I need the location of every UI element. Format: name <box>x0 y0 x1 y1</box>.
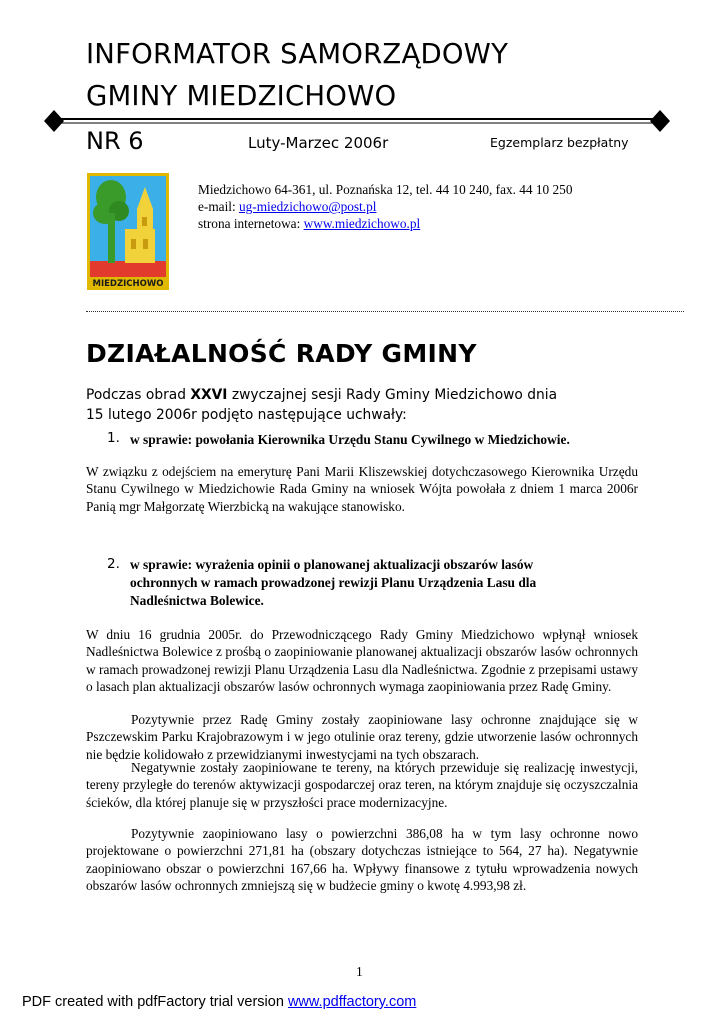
logo-caption: MIEDZICHOWO <box>92 279 164 289</box>
item-2-paragraph-1: W dniu 16 grudnia 2005r. do Przewodniczącego Rady Gminy Miedzichowo wpłynął wniosek Nadleśnictwa Bolewice z prośbą o zaopiniowanie planowanej aktualizacji obszarów lasów ochronnych w ramach prowadzonej rewizji Planu Urządzenia Lasu dla Nadleśnictwa. Zgodnie z przepisami ustawy o lasach plan aktualizacji obszarów lasów ochronnych wymaga zaopiniowania przez Radę Gminy. <box>86 627 638 694</box>
item-2-number: 2. <box>107 556 120 572</box>
pdf-watermark: PDF created with pdfFactory trial version www.pdffactory.com <box>22 994 417 1010</box>
issue-number: NR 6 <box>86 127 144 155</box>
newsletter-title-line2: GMINY MIEDZICHOWO <box>86 80 397 112</box>
dotted-separator <box>86 311 684 312</box>
intro-line-2: 15 lutego 2006r podjęto następujące uchwały: <box>86 407 407 423</box>
diamond-left-icon <box>44 110 64 132</box>
item-2-paragraph-3: Negatywnie zostały zaopiniowane te tereny, na których przewiduje się realizację inwestycji, tereny przyległe do terenów aktywizacji gospodarczej oraz teren, na którym znajduje się oczyszczalnia ścieków, dla której planuje się w przyszłości prace modernizacyjne. <box>86 760 638 810</box>
contact-web-row <box>198 215 420 232</box>
item-1-heading: w sprawie: powołania Kierownika Urzędu Stanu Cywilnego w Miedzichowie. <box>130 432 570 447</box>
item-1-number: 1. <box>107 430 120 446</box>
email-link[interactable]: ug-miedzichowo@post.pl <box>238 199 377 214</box>
contact-address: Miedzichowo 64-361, ul. Poznańska 12, tel. 44 10 240, fax. 44 10 250 <box>198 182 573 197</box>
diamond-right-icon <box>650 110 670 132</box>
newsletter-title-line1: INFORMATOR SAMORZĄDOWY <box>86 38 509 70</box>
web-label: strona internetowa: <box>198 216 304 231</box>
item-2-paragraph-4: Pozytywnie zaopiniowano lasy o powierzchni 386,08 ha w tym lasy ochronne nowo projektowane o powierzchni 271,81 ha (obszary dotychczas istniejące to 564, 27 ha). Negatywnie zaopiniowano obszar o powierzchni 167,66 ha. Wpływy finansowe z tytułu wprowadzenia nowych obszarów lasów ochronnych zmniejszą się w budżecie gminy o kwotę 4.993,98 zł. <box>86 826 638 893</box>
item-2-heading: w sprawie: wyrażenia opinii o planowanej aktualizacji obszarów lasów ochronnych w ramach prowadzonej rewizji Planu Urządzenia Lasu dla Nadleśnictwa Bolewice. <box>130 557 537 608</box>
section-title: DZIAŁALNOŚĆ RADY GMINY <box>86 339 477 368</box>
email-label: e-mail: <box>198 199 239 214</box>
item-1-paragraph: W związku z odejściem na emeryturę Pani Marii Kliszewskiej dotychczasowego Kierownika Urzędu Stanu Cywilnego w Miedzichowie Rada Gminy na wniosek Wójta powołała z dniem 1 marca 2006r Panią mgr Małgorzatę Wierzbicką na wakujące stanowisko. <box>86 464 638 514</box>
page-number: 1 <box>356 964 363 979</box>
pdffactory-link[interactable]: www.pdffactory.com <box>287 994 417 1010</box>
free-copy-label: Egzemplarz bezpłatny <box>490 135 629 150</box>
issue-date: Luty-Marzec 2006r <box>248 134 389 152</box>
municipality-logo <box>87 173 169 290</box>
website-link[interactable]: www.miedzichowo.pl <box>303 216 421 231</box>
intro-line-1: Podczas obrad XXVI zwyczajnej sesji Rady Gminy Miedzichowo dnia <box>86 387 558 403</box>
item-2-paragraph-2: Pozytywnie przez Radę Gminy zostały zaopiniowane lasy ochronne znajdujące się w Pszczewskim Parku Krajobrazowym i w jego otulinie oraz tereny, gdzie utworzenie lasów ochronnych nie będzie kolidowało z przewidzianymi inwestycjami na tych obszarach. <box>86 712 638 762</box>
contact-email-row <box>198 198 376 215</box>
